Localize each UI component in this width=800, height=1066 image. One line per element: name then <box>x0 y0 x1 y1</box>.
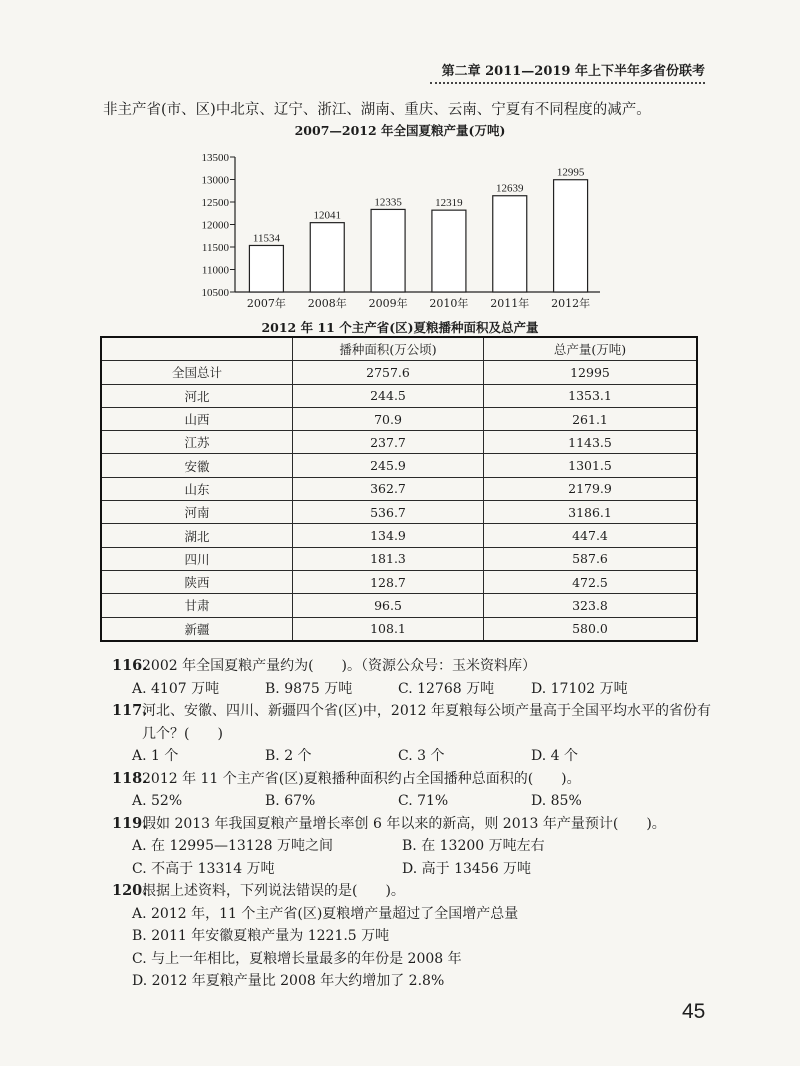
area-cell: 70.9 <box>293 407 484 430</box>
option-d[interactable]: D. 4 个 <box>531 748 578 764</box>
area-cell: 536.7 <box>293 501 484 524</box>
question-stem: 2012 年 11 个主产省(区)夏粮播种面积约占全国播种总面积的( )。 <box>142 770 581 787</box>
region-cell: 甘肃 <box>101 594 293 617</box>
question-119 <box>112 813 712 881</box>
region-cell: 山西 <box>101 407 293 430</box>
bar-value-label: 11534 <box>252 232 280 245</box>
option-a[interactable]: A. 1 个 <box>132 748 179 764</box>
table-row <box>101 617 697 641</box>
table-row <box>101 524 697 547</box>
y-tick-label: 13000 <box>201 174 229 187</box>
area-cell: 362.7 <box>293 477 484 500</box>
option-d[interactable]: D. 2012 年夏粮产量比 2008 年大约增加了 2.8% <box>132 973 445 989</box>
question-117 <box>112 700 712 768</box>
question-number: 120. <box>112 882 148 899</box>
area-cell: 108.1 <box>293 617 484 641</box>
option-row <box>112 745 712 768</box>
output-cell: 587.6 <box>484 547 698 570</box>
table-title: 2012 年 11 个主产省(区)夏粮播种面积及总产量 <box>261 320 539 335</box>
bar-2010年 <box>432 210 466 292</box>
y-tick-label: 10500 <box>201 287 229 299</box>
table-row <box>101 477 697 500</box>
table-row <box>101 594 697 617</box>
option-c[interactable]: C. 71% <box>398 793 449 809</box>
region-cell: 陕西 <box>101 570 293 593</box>
area-cell: 181.3 <box>293 547 484 570</box>
x-tick-label: 2010年 <box>429 297 469 310</box>
y-tick-label: 11500 <box>201 242 229 254</box>
table-row <box>101 454 697 477</box>
option-a[interactable]: A. 在 12995—13128 万吨之间 <box>132 838 333 854</box>
question-number: 119. <box>112 814 148 832</box>
output-cell: 2179.9 <box>484 477 698 500</box>
region-cell: 四川 <box>101 547 293 570</box>
y-tick-label: 13500 <box>201 152 229 164</box>
option-a[interactable]: A. 52% <box>132 793 183 809</box>
table-row <box>101 407 697 430</box>
option-c[interactable]: C. 不高于 13314 万吨 <box>132 860 275 877</box>
option-row <box>112 858 712 881</box>
output-cell: 1353.1 <box>484 384 698 407</box>
table-row <box>101 431 697 454</box>
bar-value-label: 12995 <box>556 166 585 179</box>
option-b[interactable]: B. 在 13200 万吨左右 <box>402 838 545 854</box>
y-tick-label: 12500 <box>201 197 229 209</box>
region-cell: 湖北 <box>101 524 293 547</box>
option-b[interactable]: B. 2 个 <box>265 748 312 764</box>
x-tick-label: 2011年 <box>490 297 530 310</box>
output-cell: 3186.1 <box>484 501 698 524</box>
table-header-row <box>101 337 697 361</box>
output-cell: 447.4 <box>484 524 698 547</box>
bar-2009年 <box>371 209 405 292</box>
table-row <box>101 384 697 407</box>
question-120 <box>112 880 712 993</box>
output-cell: 1301.5 <box>484 454 698 477</box>
question-stem-continued: 几个？( ) <box>142 725 223 742</box>
intro-text: 非主产省(市、区)中北京、辽宁、浙江、湖南、重庆、云南、宁夏有不同程度的减产。 <box>103 102 651 118</box>
x-tick-label: 2007年 <box>246 297 286 310</box>
output-cell: 261.1 <box>484 407 698 430</box>
output-cell: 323.8 <box>484 594 698 617</box>
region-cell: 江苏 <box>101 431 293 454</box>
header-cell: 总产量(万吨) <box>484 337 698 361</box>
option-b[interactable]: B. 67% <box>265 793 316 809</box>
option-a[interactable]: A. 2012 年，11 个主产省(区)夏粮增产量超过了全国增产总量 <box>132 905 519 922</box>
option-d[interactable]: D. 85% <box>531 793 582 809</box>
question-stem: 假如 2013 年我国夏粮产量增长率创 6 年以来的新高，则 2013 年产量预计( )。 <box>142 815 666 832</box>
bar-value-label: 12335 <box>374 196 402 209</box>
output-cell: 12995 <box>484 361 698 384</box>
option-c[interactable]: C. 与上一年相比，夏粮增长量最多的年份是 2008 年 <box>132 950 462 967</box>
question-stem: 根据上述资料，下列说法错误的是( )。 <box>142 883 405 899</box>
bar-value-label: 12041 <box>313 209 341 222</box>
output-cell: 472.5 <box>484 570 698 593</box>
option-d[interactable]: D. 17102 万吨 <box>531 680 628 697</box>
area-cell: 96.5 <box>293 594 484 617</box>
area-cell: 237.7 <box>293 431 484 454</box>
data-table <box>100 336 698 642</box>
option-c[interactable]: C. 12768 万吨 <box>398 680 495 697</box>
area-cell: 245.9 <box>293 454 484 477</box>
page-number: 45 <box>682 1000 706 1023</box>
table-row <box>101 501 697 524</box>
bar-2008年 <box>310 223 344 292</box>
option-row <box>112 835 712 858</box>
option-a[interactable]: A. 4107 万吨 <box>132 680 220 697</box>
question-stem: 2002 年全国夏粮产量约为( )。（资源公众号：玉米资料库） <box>142 658 537 674</box>
header-cell: 播种面积(万公顷) <box>293 337 484 361</box>
option-b[interactable]: B. 2011 年安徽夏粮产量为 1221.5 万吨 <box>132 928 390 944</box>
bar-2011年 <box>493 196 527 292</box>
header-cell <box>101 337 293 361</box>
region-cell: 河北 <box>101 384 293 407</box>
option-row <box>112 790 712 813</box>
output-cell: 580.0 <box>484 617 698 641</box>
bar-2012年 <box>554 180 588 292</box>
question-list <box>112 655 712 993</box>
table-row <box>101 570 697 593</box>
x-tick-label: 2008年 <box>307 297 347 310</box>
table-row <box>101 361 697 384</box>
option-c[interactable]: C. 3 个 <box>398 748 445 764</box>
running-head: 第二章 2011—2019 年上下半年多省份联考 <box>441 64 705 79</box>
table-row <box>101 547 697 570</box>
question-number: 117. <box>112 702 148 719</box>
area-cell: 134.9 <box>293 524 484 547</box>
y-tick-label: 12000 <box>201 219 229 232</box>
area-cell: 244.5 <box>293 384 484 407</box>
question-number: 116. <box>112 657 148 674</box>
region-cell: 安徽 <box>101 454 293 477</box>
bar-value-label: 12639 <box>496 182 524 195</box>
bar-value-label: 12319 <box>435 197 463 210</box>
x-tick-label: 2012年 <box>551 297 591 310</box>
bar-2007年 <box>249 245 283 292</box>
area-cell: 128.7 <box>293 570 484 593</box>
region-cell: 全国总计 <box>101 361 293 384</box>
region-cell: 新疆 <box>101 617 293 641</box>
question-stem: 河北、安徽、四川、新疆四个省(区)中，2012 年夏粮每公顷产量高于全国平均水平的省份有 <box>142 703 712 719</box>
question-116 <box>112 655 712 700</box>
option-row <box>112 678 712 701</box>
x-tick-label: 2009年 <box>368 297 408 310</box>
region-cell: 山东 <box>101 477 293 500</box>
question-118 <box>112 768 712 813</box>
option-b[interactable]: B. 9875 万吨 <box>265 680 353 697</box>
region-cell: 河南 <box>101 501 293 524</box>
option-d[interactable]: D. 高于 13456 万吨 <box>402 860 532 877</box>
chart-title: 2007—2012 年全国夏粮产量(万吨) <box>294 123 506 138</box>
area-cell: 2757.6 <box>293 361 484 384</box>
question-number: 118. <box>112 769 148 787</box>
output-cell: 1143.5 <box>484 431 698 454</box>
y-tick-label: 11000 <box>201 264 229 277</box>
